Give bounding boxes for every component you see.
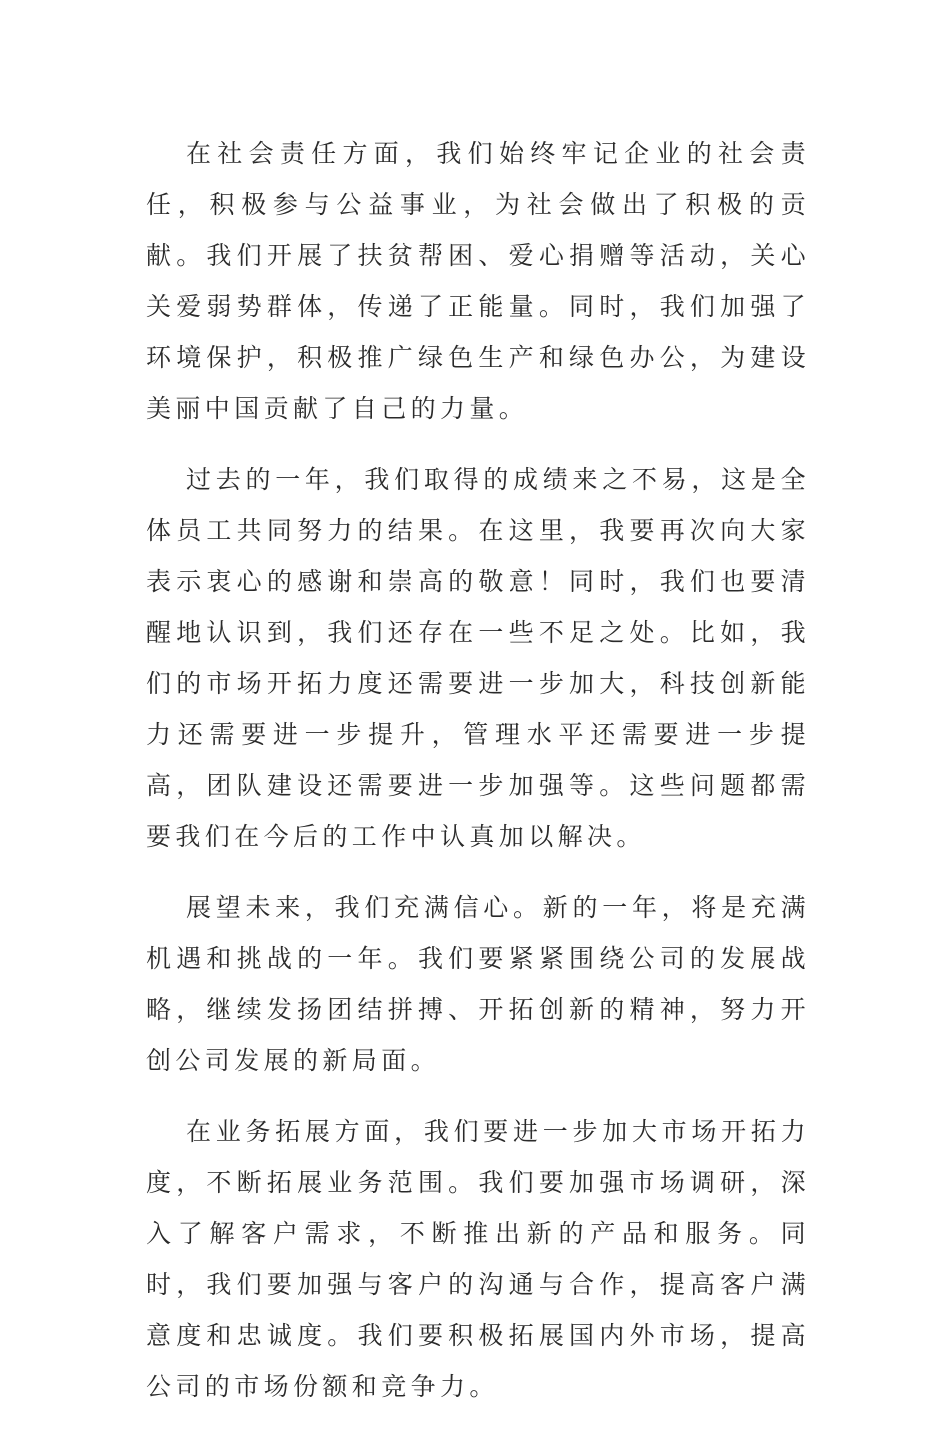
paragraph-outlook: 展望未来，我们充满信心。新的一年，将是充满机遇和挑战的一年。我们要紧紧围绕公司的发展战略，继续发扬团结拼搏、开拓创新的精神，努力开创公司发展的新局面。 xyxy=(146,893,810,1075)
paragraph-social-responsibility: 在社会责任方面，我们始终牢记企业的社会责任，积极参与公益事业，为社会做出了积极的贡献。我们开展了扶贫帮困、爱心捐赠等活动，关心关爱弱势群体，传递了正能量。同时，我们加强了环境保护，积极推广绿色生产和绿色办公，为建设美丽中国贡献了自己的力量。 xyxy=(146,139,810,423)
paragraph-past-year-review: 过去的一年，我们取得的成绩来之不易，这是全体员工共同努力的结果。在这里，我要再次向大家表示衷心的感谢和崇高的敬意！同时，我们也要清醒地认识到，我们还存在一些不足之处。比如，我们的市场开拓力度还需要进一步加大，科技创新能力还需要进一步提升，管理水平还需要进一步提高，团队建设还需要进一步加强等。这些问题都需要我们在今后的工作中认真加以解决。 xyxy=(146,465,810,851)
paragraph-business-expansion: 在业务拓展方面，我们要进一步加大市场开拓力度，不断拓展业务范围。我们要加强市场调研，深入了解客户需求，不断推出新的产品和服务。同时，我们要加强与客户的沟通与合作，提高客户满意度和忠诚度。我们要积极拓展国内外市场，提高公司的市场份额和竞争力。 xyxy=(146,1117,810,1401)
document-body xyxy=(146,128,810,1432)
